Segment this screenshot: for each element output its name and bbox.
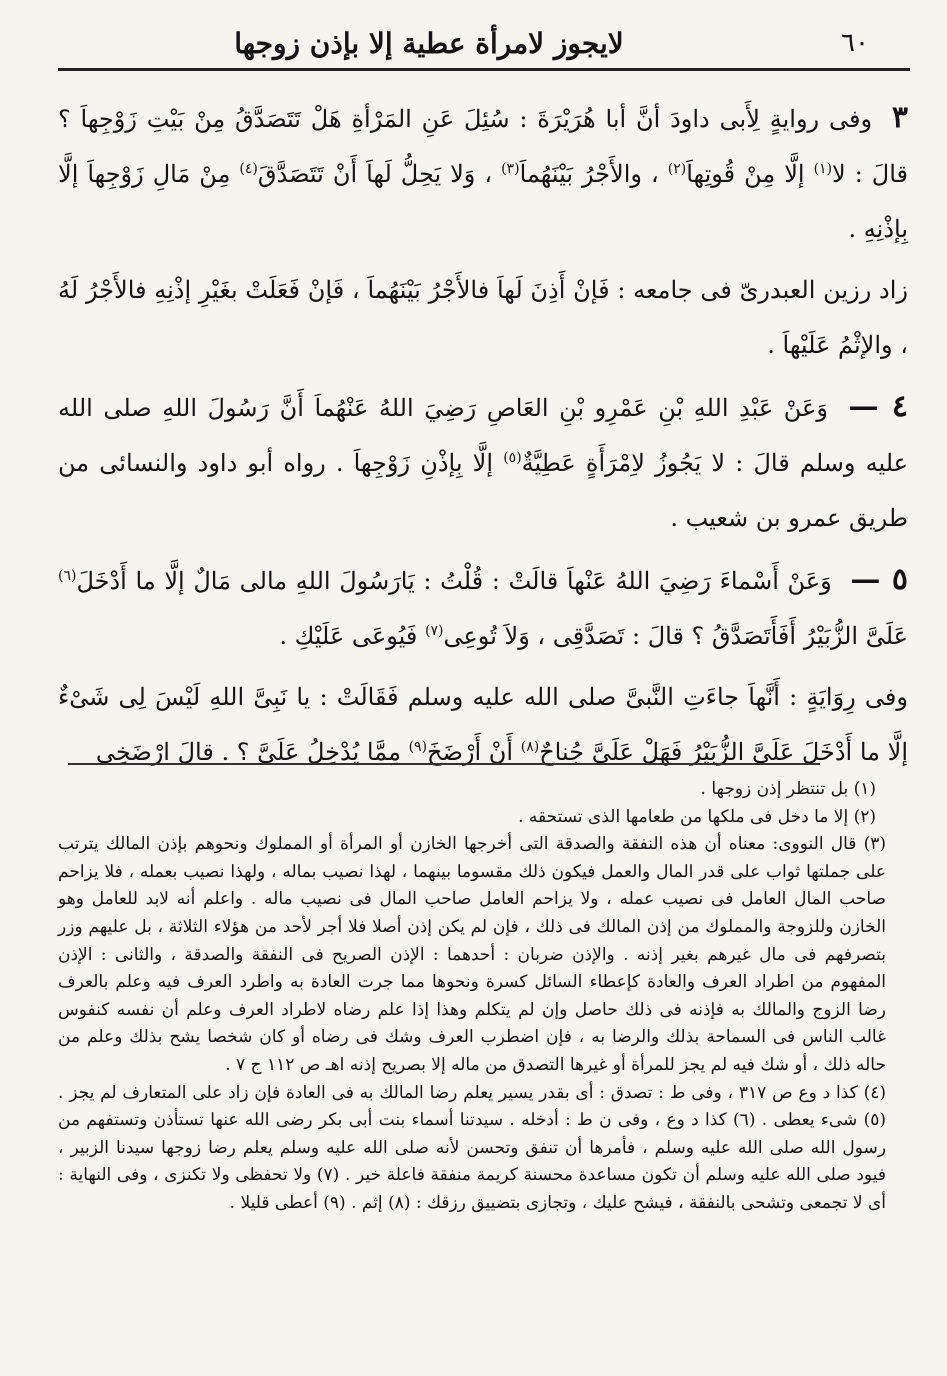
hadith-text: وفى رِوَايَةٍ : أَنَّهاَ جاءَتِ النَّبىَّ صلى الله عليه وسلم فَقَالَتْ : يا نَبِىَّ اللهِ لَيْسَ لِى شَىْءٌ إلَّا ما أَدْخَلَ عَلَىَّ الزُّبَيْرُ فَهَلْ عَلَىَّ جُناحٌ xyxy=(58,683,908,766)
footnote-ref: (٦) xyxy=(58,568,77,584)
header-rule xyxy=(58,68,910,71)
hadith-text: أَنْ أَرْضَخَ xyxy=(427,738,521,766)
hadith-text: ، وَلا يَحِلُّ لَهاَ أَنْ تَتَصَدَّقَ xyxy=(257,160,502,188)
page-number: ٦٠ xyxy=(841,28,869,58)
addition-text: زاد رزين العبدرىّ فى جامعه : فَإنْ أَذِنَ لَهاَ فالأَجْرُ بَيْنَهُماَ ، فَإنْ فَعَلَتْ بغَيْرِ إذْنِهِ فالأَجْرُ لَهُ ، والإثْمُ عَلَيْهاَ . xyxy=(58,276,908,359)
hadith-text: إلَّا مِنْ قُوتِهاَ xyxy=(686,160,814,188)
hadith-text: ، والأَجْرُ بَيْنَهُماَ xyxy=(519,160,668,188)
footnote-ref: (٢) xyxy=(667,161,687,177)
footnote-ref: (٥) xyxy=(503,450,522,466)
hadith-5 xyxy=(58,552,908,664)
page-header xyxy=(58,20,910,66)
hadith-text: مِمَّا يُدْخِلُ عَلَىَّ ؟ . قالَ ارْضَخِى xyxy=(95,738,409,766)
running-title: لايجوز لامرأة عطية إلا بإذن زوجها xyxy=(234,26,624,60)
hadith-text: وَعَنْ عَبْدِ اللهِ بْنِ عَمْرِو بْنِ العَاصِ رَضِيَ اللهُ عَنْهُماَ أَنَّ رَسُولَ اللهِ صلى الله عليه وسلم قالَ : لا يَجُوزُ لاِمْرَأَةٍ عَطِيَّةٌ xyxy=(58,394,909,477)
hadith-text: وَعَنْ أَسْماءَ رَضِيَ اللهُ عَنْهاَ قالَتْ : قُلْتُ : يَارَسُولَ اللهِ مالى مَالٌ إلَّا ما أَدْخَلَ xyxy=(76,567,841,595)
footnote-ref: (٣) xyxy=(501,161,520,177)
footnote-ref: (٨) xyxy=(520,739,540,755)
hadith-number: ٥ — xyxy=(850,562,908,597)
hadith-number: ٤ — xyxy=(848,389,908,424)
hadith-text: عَلَىَّ الزُّبَيْرُ أَفَأَتَصَدَّقُ ؟ قالَ : تَصَدَّقِى ، وَلاَ تُوعِى xyxy=(443,622,908,650)
hadith-text: فَيُوعَى عَلَيْكِ . xyxy=(279,622,425,650)
footnote-4-9: (٤) كذا د وع ص ٣١٧ ، وفى ط : تصدق : أى بقدر يسير يعلم رضا المالك به فى العادة فإن زاد على المتعارف لم يجز . (٥) شىء يعطى . (٦) كذا د وع ، وفى ن ط : أدخله . سيدتنا أسماء بنت أبى بكر رضى الله عنها تستأذن وتستفهم من رسول الله صلى الله عليه وسلم ، فأمرها أن تنفق وتحسن لأنه صلى الله عليه وسلم يعلم رضا زوجها سيدنا الزبير ، فيود صلى الله عليه وسلم أن تكون مساعدة محسنة كريمة منفقة فاعلة خير . (٧) ولا تحفظى ولا تكنزى ، وفى النهاية : أى لا تجمعى وتشحى بالنفقة ، فيشح عليك ، وتجازى بتضييق رزقك : (٨) إثم . (٩) أعطى قليلا . xyxy=(58,1082,886,1213)
hadith-4 xyxy=(58,379,908,546)
hadith-text: مِنْ مَالِ زَوْجِهاَ إلَّا بِإذْنِهِ . xyxy=(58,160,908,243)
razin-addition xyxy=(58,263,908,373)
footnote-ref: (٤) xyxy=(239,161,258,177)
footnote-ref: (١) xyxy=(813,161,833,177)
footnote-1: (١) بل تنتظر إذن زوجها . xyxy=(700,779,876,799)
main-text xyxy=(58,90,908,786)
hadith-number: ٣ xyxy=(891,100,908,135)
footnote-ref: (٩) xyxy=(408,739,428,755)
hadith-3 xyxy=(58,90,908,257)
hadith-text: وفى روايةٍ لِأَبى داودَ أنَّ أبا هُرَيْرَةَ : سُئِلَ عَنِ المَرْأةِ هَلْ تَتَصَدَّقُ مِنْ بَيْتِ زَوْجِهاَ ؟ قالَ : لا xyxy=(58,105,908,188)
hadith-text: إلَّا بِإذْنِ زَوْجِهاَ . رواه أبو داود والنسائى من طريق عمرو بن شعيب . xyxy=(58,449,908,532)
footnote-rule xyxy=(68,763,820,765)
footnote-2: (٢) إلا ما دخل فى ملكها من طعامها الذى تستحقه . xyxy=(518,806,876,827)
footnotes xyxy=(58,776,908,1218)
footnote-3: (٣) قال النووى: معناه أن هذه النفقة والصدقة التى أخرجها الخازن أو المرأة أو المملوك ونحوهم بإذن المالك يترتب على جملتها ثواب على قدر المال والعمل فيكون ذلك مقسوما بينهما ، لهذا نصيب بماله ، ولهذا نصيب بعمله ، فلا يزاحم صاحب المال العامل فى نصيب عمله ، ولا يزاحم العامل صاحب المال فى نصيب ماله . واعلم أنه لابد للعامل وهو الخازن وللزوجة والمملوك من إذن المالك فى ذلك ، فإن لم يكن إذن أصلا فلا أجر لأحد من هؤلاء الثلاثة ، بل عليهم وزر بتصرفهم فى مال غيرهم بغير إذنه . والإذن ضربان : أحدهما : الإذن الصريح فى النفقة والصدقة ، والثانى : الإذن المفهوم من اطراد العرف والعادة كإعطاء السائل كسرة ونحوها مما جرت العادة به واطرد العرف فيه وعلم بالعرف رضا الزوج والمالك به فإذنه فى ذلك حاصل وإن لم يتكلم وهذا إذا علم رضاه لاطراد العرف وعلم أن نفسه كنفوس غالب الناس فى السماحة بذلك والرضا به ، فإن اضطرب العرف وشك فى رضاه أو كان شخصا يشح بذلك وعلم من حاله ذلك ، أو شك فيه لم يجز للمرأة أو غيرها التصدق من ماله إلا بصريح إذنه اهـ ص ١١٢ ج ٧ . xyxy=(58,834,886,1075)
footnote-ref: (٧) xyxy=(425,623,444,639)
